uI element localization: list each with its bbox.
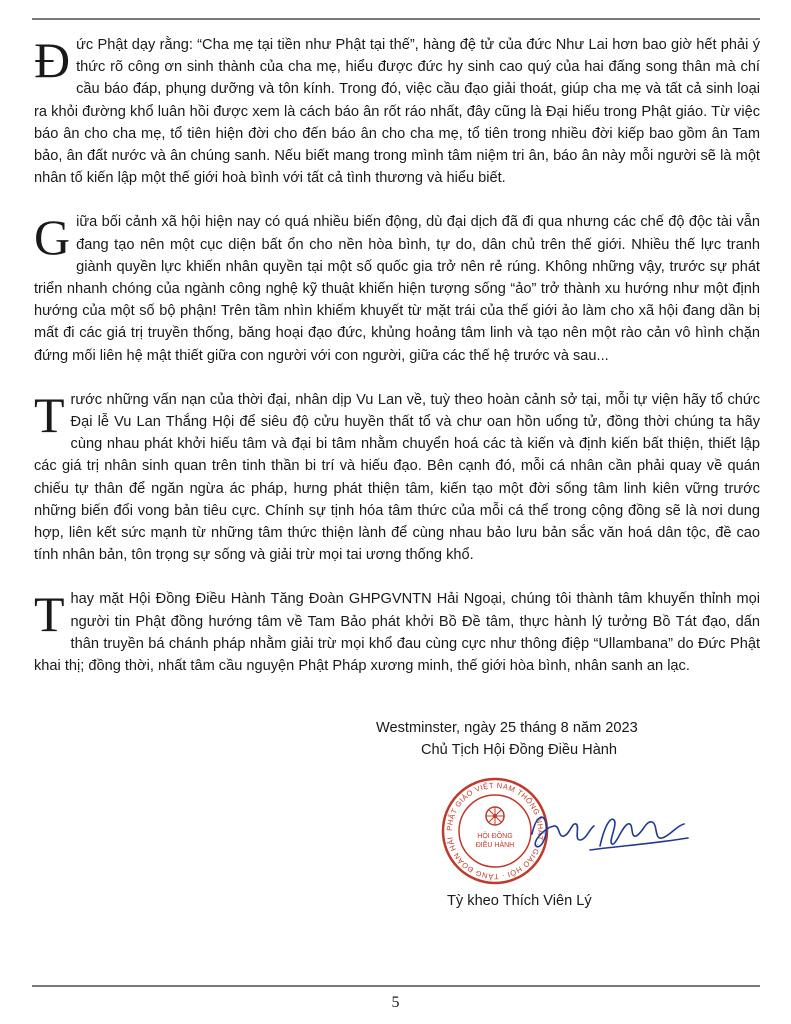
paragraph-3 xyxy=(34,386,760,567)
page-number: 5 xyxy=(391,994,400,1011)
red-seal-stamp xyxy=(440,776,547,883)
seal-svg xyxy=(440,776,720,886)
signer-title: Chủ Tịch Hội Đồng Điều Hành xyxy=(421,742,618,758)
handwritten-signature xyxy=(532,817,688,850)
paragraph-text: ức Phật dạy rằng: “Cha mẹ tại tiền như Phật tại thế”, hàng đệ tử của đức Như Lai hơn bao giờ hết phải ý thức rõ công ơn sinh thành của cha mẹ, hiểu được đức hy sinh cao quý của hai đấng song thân mà chí cầu báo đáp, phụng dưỡng và tôn kính. Trong đó, việc cầu đạo giải thoát, giúp cha mẹ và tất cả sinh loại ra khỏi đường khổ luân hồi được xem là cách báo ân rốt ráo nhất, đây cũng là Đại hiếu trong Phật giáo. Từ việc báo ân cho cha mẹ, tổ tiên hiện đời cho đến báo ân cho cha mẹ, tổ tiên trong nhiều đời kiếp bao gồm ân Tam bảo, ân đất nước và ân chúng sanh. Nếu biết mang trong mình tâm niệm tri ân, báo ân này mỗi người sẽ là một nhân tố kiến lập một thế giới hoà bình với tất cả tình thương và hiểu biết. xyxy=(34,37,760,187)
top-divider xyxy=(32,18,760,20)
seal-center-line2: ĐIỀU HÀNH xyxy=(475,842,515,849)
seal-center-line1: HỘI ĐỒNG xyxy=(477,833,513,840)
paragraph-4 xyxy=(34,588,760,677)
drop-cap: Đ xyxy=(34,32,71,88)
signature-block xyxy=(376,717,756,761)
bottom-divider xyxy=(32,985,760,987)
letter-body xyxy=(34,34,760,699)
drop-cap: T xyxy=(34,386,65,443)
paragraph-1 xyxy=(34,34,760,189)
signer-name: Tỳ kheo Thích Viên Lý xyxy=(447,893,592,909)
seal-ring-text: PHẬT GIÁO VIỆT NAM THỐNG NHẤT · GIÁO HỘI · TĂNG ĐOÀN HẢI xyxy=(444,780,546,882)
seal-and-signature xyxy=(440,776,720,886)
drop-cap: T xyxy=(34,586,65,643)
paragraph-text: hay mặt Hội Đồng Điều Hành Tăng Đoàn GHPGVNTN Hải Ngoại, chúng tôi thành tâm khuyến thỉnh mọi người tin Phật đồng hướng tâm về Tam Bảo phát khởi Bồ Đề tâm, thực hành lý tưởng Bồ Tát đạo, dấn thân truyền bá chánh pháp nhằm giải trừ mọi khổ đau cùng cực như thông điệp “Ullambana” do Đức Phật khai thị; đồng thời, nhất tâm cầu nguyện Phật Pháp xương minh, thế giới hòa bình, nhân sanh an lạc. xyxy=(34,591,760,675)
paragraph-text: rước những vấn nạn của thời đại, nhân dịp Vu Lan về, tuỳ theo hoàn cảnh sở tại, mỗi tự viện hãy tổ chức Đại lễ Vu Lan Thắng Hội để siêu độ cửu huyền thất tổ và chư oan hồn uổng tử, đồng thời chúng ta hãy cùng nhau phát khởi hiếu tâm và đại bi tâm nhằm chuyển hoá các tà kiến và định kiến bất thiện, thiết lập các giá trị nhân sinh quan trên tinh thần bi trí và hiếu đạo. Bên cạnh đó, mỗi cá nhân cần phải quay về quán chiếu tự thân để ngăn ngừa ác pháp, hưng phát thiện tâm, kiến tạo một đời sống tâm linh kiên vững trước những biến đổi vong bản tiêu cực. Chính sự tịnh hóa tâm thức của mỗi cá thể trong cộng đồng sẽ là nơi dung hợp, liên kết sức mạnh từ những tâm thức thiện lành để cùng nhau bảo lưu bản sắc văn hoá dân tộc, đề cao tính nhân bản, tôn trọng sự sống và giải trừ mọi tai ương thống khổ. xyxy=(34,391,760,564)
drop-cap: G xyxy=(34,209,71,266)
dharma-wheel-icon xyxy=(486,807,504,825)
paragraph-text: iữa bối cảnh xã hội hiện nay có quá nhiều biến động, dù đại dịch đã đi qua nhưng các chế độ độc tài vẫn đang tạo nên một cục diện bất ổn cho nền hòa bình, tự do, dân chủ trên thế giới. Nhiều thế lực tranh giành quyền lực khiến nhân quyền tại một số quốc gia trở nên rẻ rúng. Không những vậy, trước sự phát triển nhanh chóng của ngành công nghệ kỹ thuật khiến hiện tượng sống “ảo” trở thành xu hướng như một định hướng của một số bộ phận! Trên tầm nhìn khiếm khuyết từ mặt trái của thế giới ảo làm cho xã hội đang dần bị mất đi các giá trị truyền thống, băng hoại đạo đức, khủng hoảng tâm linh và tạo nên một rào cản vô hình chặn đứng mối liên hệ mật thiết giữa con người với con người, giữa các thế hệ trước và sau... xyxy=(34,214,760,364)
date-line: Westminster, ngày 25 tháng 8 năm 2023 xyxy=(376,720,638,736)
paragraph-2 xyxy=(34,211,760,366)
